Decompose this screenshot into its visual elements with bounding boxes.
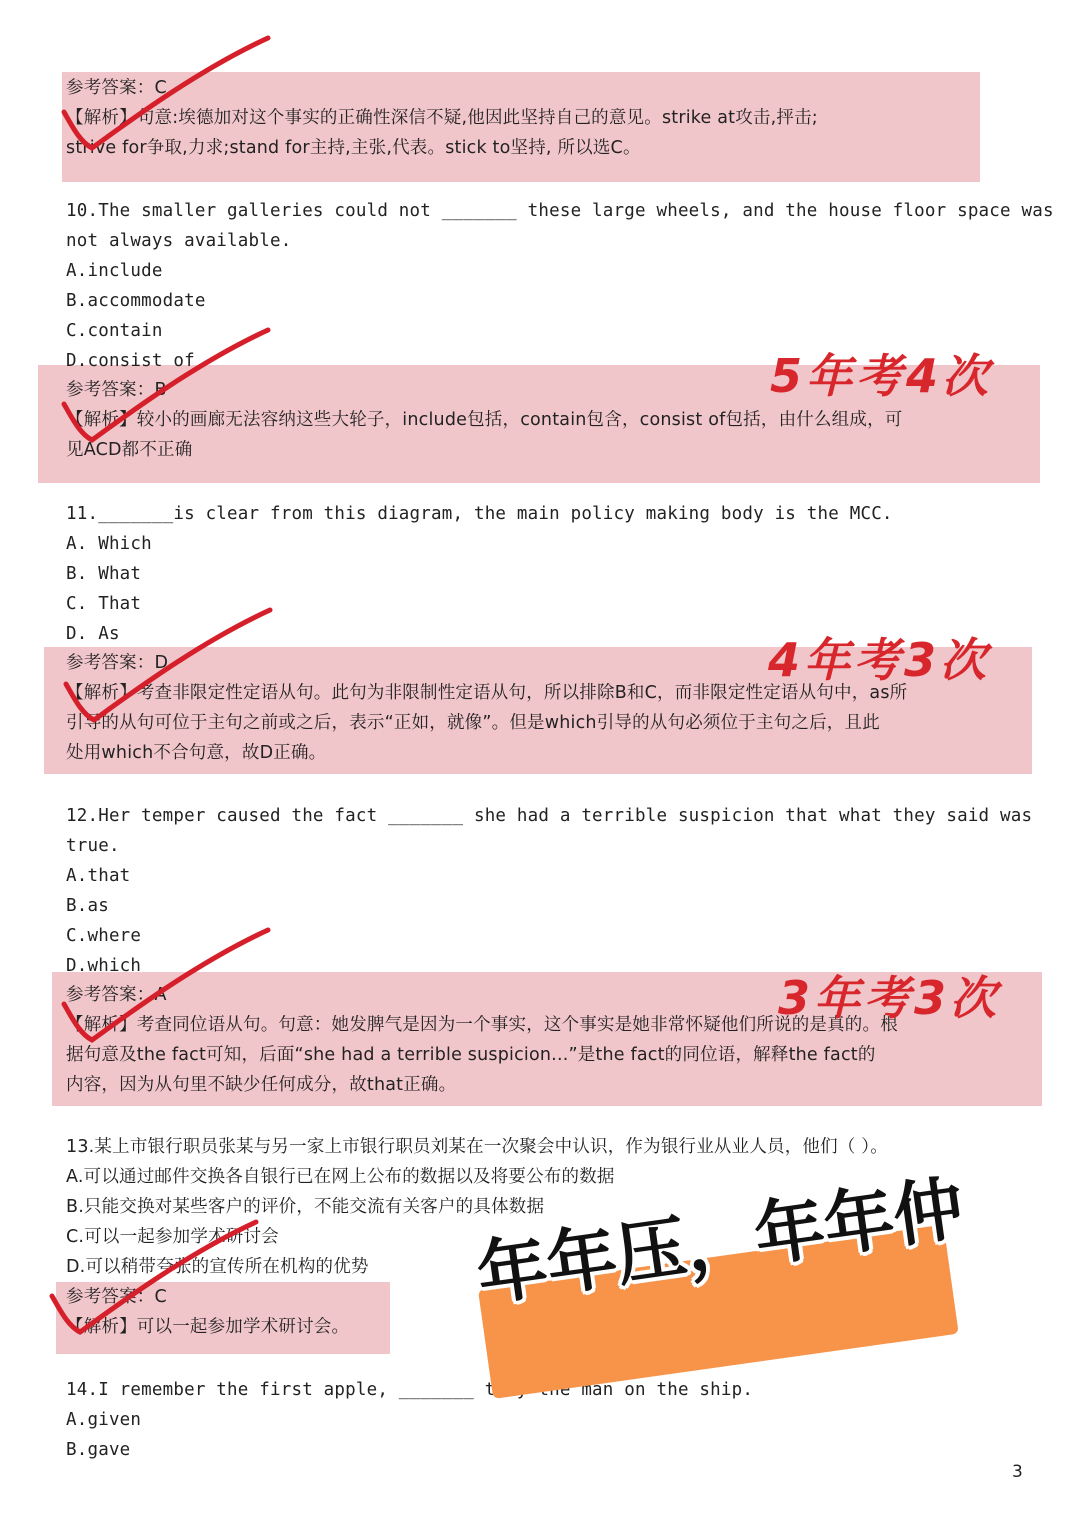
banner-slogan: 年年压，年年仲 [472, 1166, 969, 1317]
explanation-9-line2: strive for争取,力求;stand for主持,主张,代表。stick to坚持, 所以选C。 [66, 138, 641, 158]
check-mark-icon [46, 1214, 266, 1344]
check-mark-icon [58, 30, 278, 160]
question-14-option-a: A.given [66, 1410, 142, 1430]
question-12-stem-line1: 12.Her temper caused the fact _______ she had a terrible suspicion that what they said was [66, 806, 1033, 826]
question-11-option-d: D. As [66, 624, 120, 644]
answer-label-9: 参考答案：C [66, 78, 167, 98]
explanation-9-line1: 【解析】句意:埃德加对这个事实的正确性深信不疑,他因此坚持自己的意见。strike at攻击,抨击; [66, 108, 818, 128]
question-11-stem: 11._______is clear from this diagram, the main policy making body is the MCC. [66, 504, 893, 524]
question-10-option-c: C.contain [66, 321, 163, 341]
question-10-option-d: D.consist of [66, 351, 195, 371]
question-12-option-b: B.as [66, 896, 109, 916]
handwritten-note-11: 4年考3次 [768, 633, 991, 687]
question-10-option-a: A.include [66, 261, 163, 281]
question-13-stem: 13.某上市银行职员张某与另一家上市银行职员刘某在一次聚会中认识，作为银行业从业人员，他们（ ）。 [66, 1137, 888, 1157]
question-12-option-a: A.that [66, 866, 131, 886]
answer-label-13: 参考答案：C [66, 1287, 167, 1307]
explanation-13-line1: 【解析】可以一起参加学术研讨会。 [66, 1317, 350, 1337]
question-10-option-b: B.accommodate [66, 291, 206, 311]
handwritten-note-10: 5年考4次 [770, 349, 993, 403]
explanation-11-line3: 处用which不合句意，故D正确。 [66, 743, 327, 763]
handwritten-note-12: 3年考3次 [778, 971, 1001, 1025]
question-13-option-c: C.可以一起参加学术研讨会 [66, 1227, 279, 1247]
question-12-option-d: D.which [66, 956, 142, 976]
explanation-10-line1: 【解析】较小的画廊无法容纳这些大轮子，include包括，contain包含，consist of包括，由什么组成，可 [66, 410, 903, 430]
check-mark-icon [58, 322, 278, 452]
question-13-option-b: B.只能交换对某些客户的评价，不能交流有关客户的具体数据 [66, 1197, 545, 1217]
explanation-10-line2: 见ACD都不正确 [66, 440, 193, 460]
explanation-12-line2: 据句意及the fact可知，后面“she had a terrible suspicion...”是the fact的同位语，解释the fact的 [66, 1045, 876, 1065]
answer-label-12: 参考答案：A [66, 985, 167, 1005]
explanation-12-line3: 内容，因为从句里不缺少任何成分，故that正确。 [66, 1075, 457, 1095]
question-13-option-d: D.可以稍带夸张的宣传所在机构的优势 [66, 1257, 369, 1277]
question-11-option-a: A. Which [66, 534, 152, 554]
check-mark-icon [58, 922, 278, 1052]
question-10-stem-line2: not always available. [66, 231, 292, 251]
question-14-option-b: B.gave [66, 1440, 131, 1460]
question-12-stem-line2: true. [66, 836, 120, 856]
answer-label-10: 参考答案：B [66, 380, 167, 400]
question-12-option-c: C.where [66, 926, 142, 946]
question-10-stem-line1: 10.The smaller galleries could not _______ these large wheels, and the house floor space was [66, 201, 1054, 221]
page-number: 3 [1012, 1462, 1023, 1482]
explanation-11-line2: 引导的从句可位于主句之前或之后，表示“正如，就像”。但是which引导的从句必须位于主句之后，且此 [66, 713, 880, 733]
question-11-option-c: C. That [66, 594, 142, 614]
explanation-11-line1: 【解析】考查非限定性定语从句。此句为非限制性定语从句，所以排除B和C，而非限定性定语从句中，as所 [66, 683, 908, 703]
answer-label-11: 参考答案：D [66, 653, 169, 673]
question-14-stem: 14.I remember the first apple, _______ to y the man on the ship. [66, 1380, 754, 1400]
question-11-option-b: B. What [66, 564, 142, 584]
question-13-option-a: A.可以通过邮件交换各自银行已在网上公布的数据以及将要公布的数据 [66, 1167, 615, 1187]
explanation-12-line1: 【解析】考查同位语从句。句意：她发脾气是因为一个事实，这个事实是她非常怀疑他们所说的是真的。根 [66, 1015, 898, 1035]
check-mark-icon [60, 602, 280, 732]
